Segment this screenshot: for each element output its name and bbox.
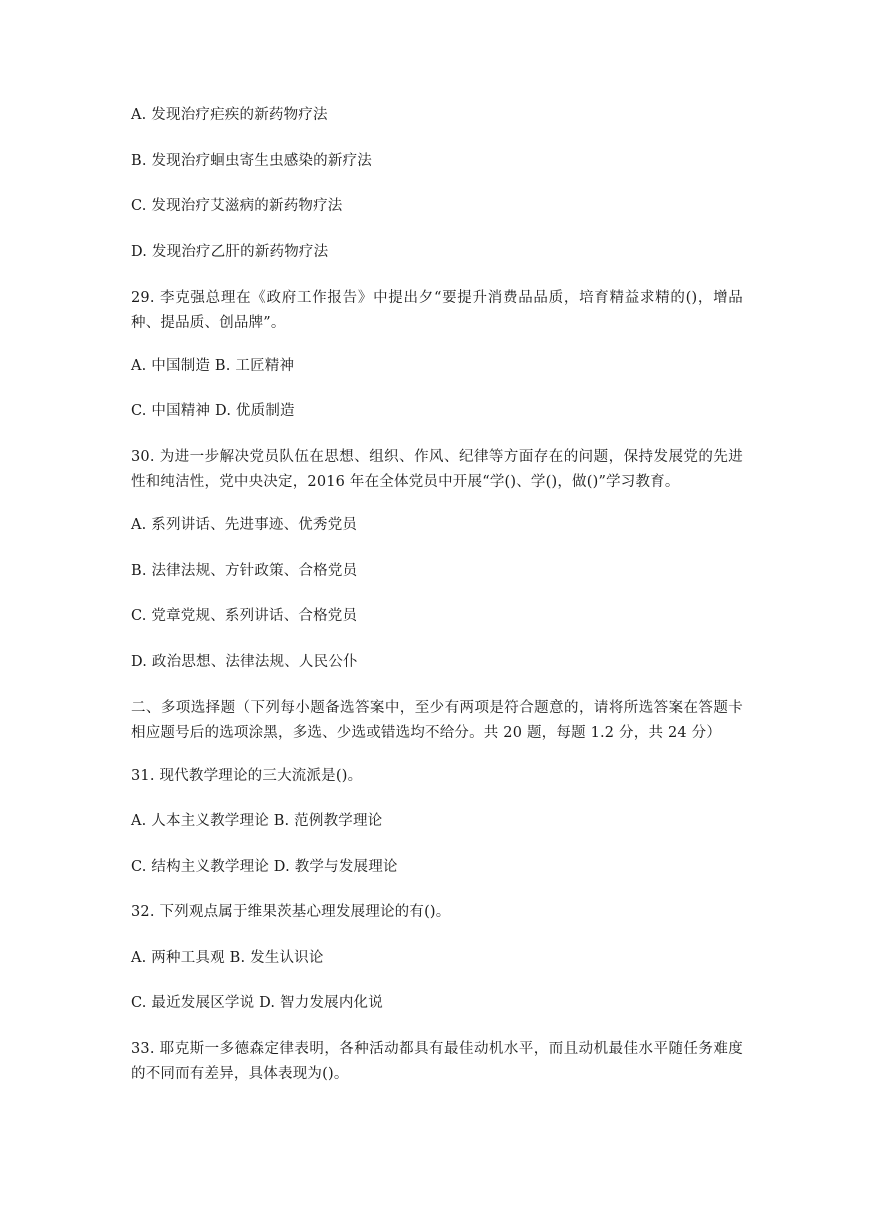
q30-option-d: D. 政治思想、法律法规、人民公仆 [131, 654, 358, 670]
q31-options-row1: A. 人本主义教学理论 B. 范例教学理论 [131, 813, 383, 829]
q28-option-a: A. 发现治疗疟疾的新药物疗法 [131, 107, 328, 123]
section2-heading: 二、多项选择题（下列每小题备选答案中，至少有两项是符合题意的，请将所选答案在答题卡相应题号后的选项涂黑，多选、少选或错选均不给分。共 20 题，每题 1.2 分，共 24 分） [131, 700, 743, 741]
q30-option-a: A. 系列讲话、先进事迹、优秀党员 [131, 517, 358, 533]
q32-options-row1: A. 两种工具观 B. 发生认识论 [131, 950, 324, 966]
q32-options-row2: C. 最近发展区学说 D. 智力发展内化说 [131, 995, 383, 1011]
q31-stem: 31. 现代教学理论的三大流派是()。 [131, 768, 363, 784]
q28-option-b: B. 发现治疗蛔虫寄生虫感染的新疗法 [131, 153, 372, 169]
q28-option-c: C. 发现治疗艾滋病的新药物疗法 [131, 198, 343, 214]
q30-stem: 30. 为进一步解决党员队伍在思想、组织、作风、纪律等方面存在的问题，保持发展党的先进性和纯洁性，党中央决定，2016 年在全体党员中开展“学()、学()，做()”学习教育。 [131, 449, 743, 490]
q33-stem: 33. 耶克斯一多德森定律表明，各种活动都具有最佳动机水平，而且动机最佳水平随任务难度的不同而有差异，具体表现为()。 [131, 1041, 743, 1082]
q30-option-c: C. 党章党规、系列讲话、合格党员 [131, 608, 358, 624]
q29-options-row2: C. 中国精神 D. 优质制造 [131, 403, 295, 419]
q29-options-row1: A. 中国制造 B. 工匠精神 [131, 358, 295, 374]
q29-stem: 29. 李克强总理在《政府工作报告》中提出夕“要提升消费品品质，培育精益求精的()，增品种、提品质、创品牌”。 [131, 290, 743, 331]
q32-stem: 32. 下列观点属于维果茨基心理发展理论的有()。 [131, 904, 451, 920]
q31-options-row2: C. 结构主义教学理论 D. 教学与发展理论 [131, 859, 398, 875]
q30-option-b: B. 法律法规、方针政策、合格党员 [131, 563, 358, 579]
q28-option-d: D. 发现治疗乙肝的新药物疗法 [131, 244, 329, 260]
